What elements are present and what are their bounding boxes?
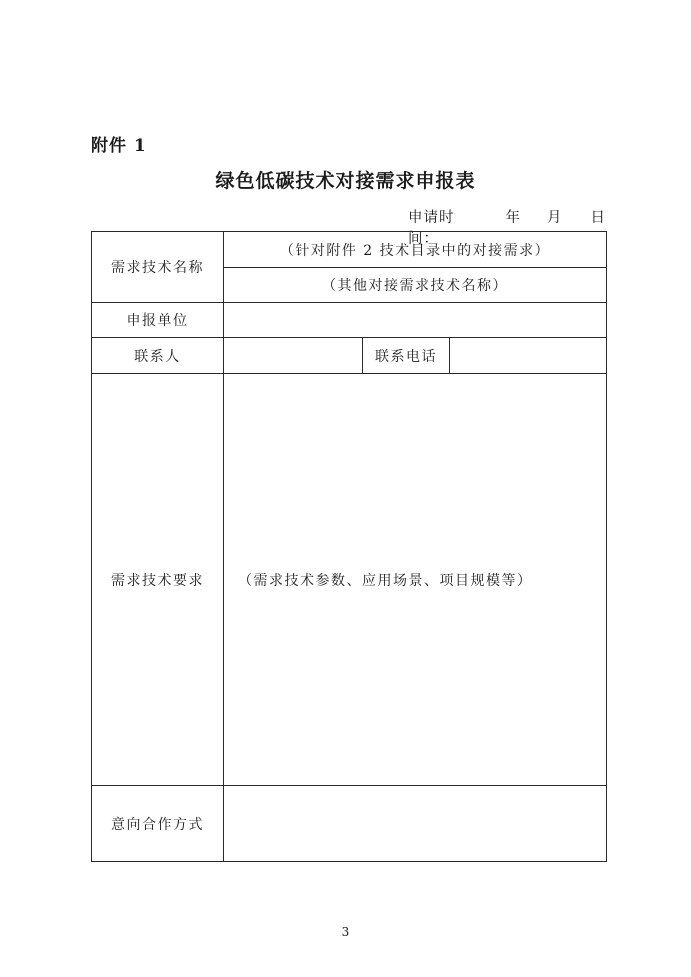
phone-field[interactable] — [450, 338, 607, 374]
apply-date-year[interactable]: 年 — [505, 210, 521, 226]
apply-date-day[interactable]: 日 — [590, 210, 606, 226]
requirements-label: 需求技术要求 — [92, 374, 224, 786]
form-title: 绿色低碳技术对接需求申报表 — [215, 170, 476, 192]
apply-date-label: 申请时间： — [408, 210, 455, 247]
tech-name-label: 需求技术名称 — [92, 232, 224, 303]
cooperation-label: 意向合作方式 — [92, 786, 224, 862]
tech-name-catalog-field[interactable]: （针对附件 2 技术目录中的对接需求） — [224, 232, 607, 268]
apply-date-month[interactable]: 月 — [547, 210, 563, 226]
cooperation-field[interactable] — [224, 786, 607, 862]
page-number: 3 — [341, 925, 350, 939]
unit-label: 申报单位 — [92, 303, 224, 338]
requirements-field[interactable]: （需求技术参数、应用场景、项目规模等） — [224, 374, 607, 786]
phone-label: 联系电话 — [363, 338, 450, 374]
attachment-label: 附件 1 — [91, 136, 147, 156]
contact-field[interactable] — [224, 338, 363, 374]
tech-name-other-field[interactable]: （其他对接需求技术名称） — [224, 268, 607, 303]
unit-field[interactable] — [224, 303, 607, 338]
contact-label: 联系人 — [92, 338, 224, 374]
application-form-table — [91, 231, 607, 862]
